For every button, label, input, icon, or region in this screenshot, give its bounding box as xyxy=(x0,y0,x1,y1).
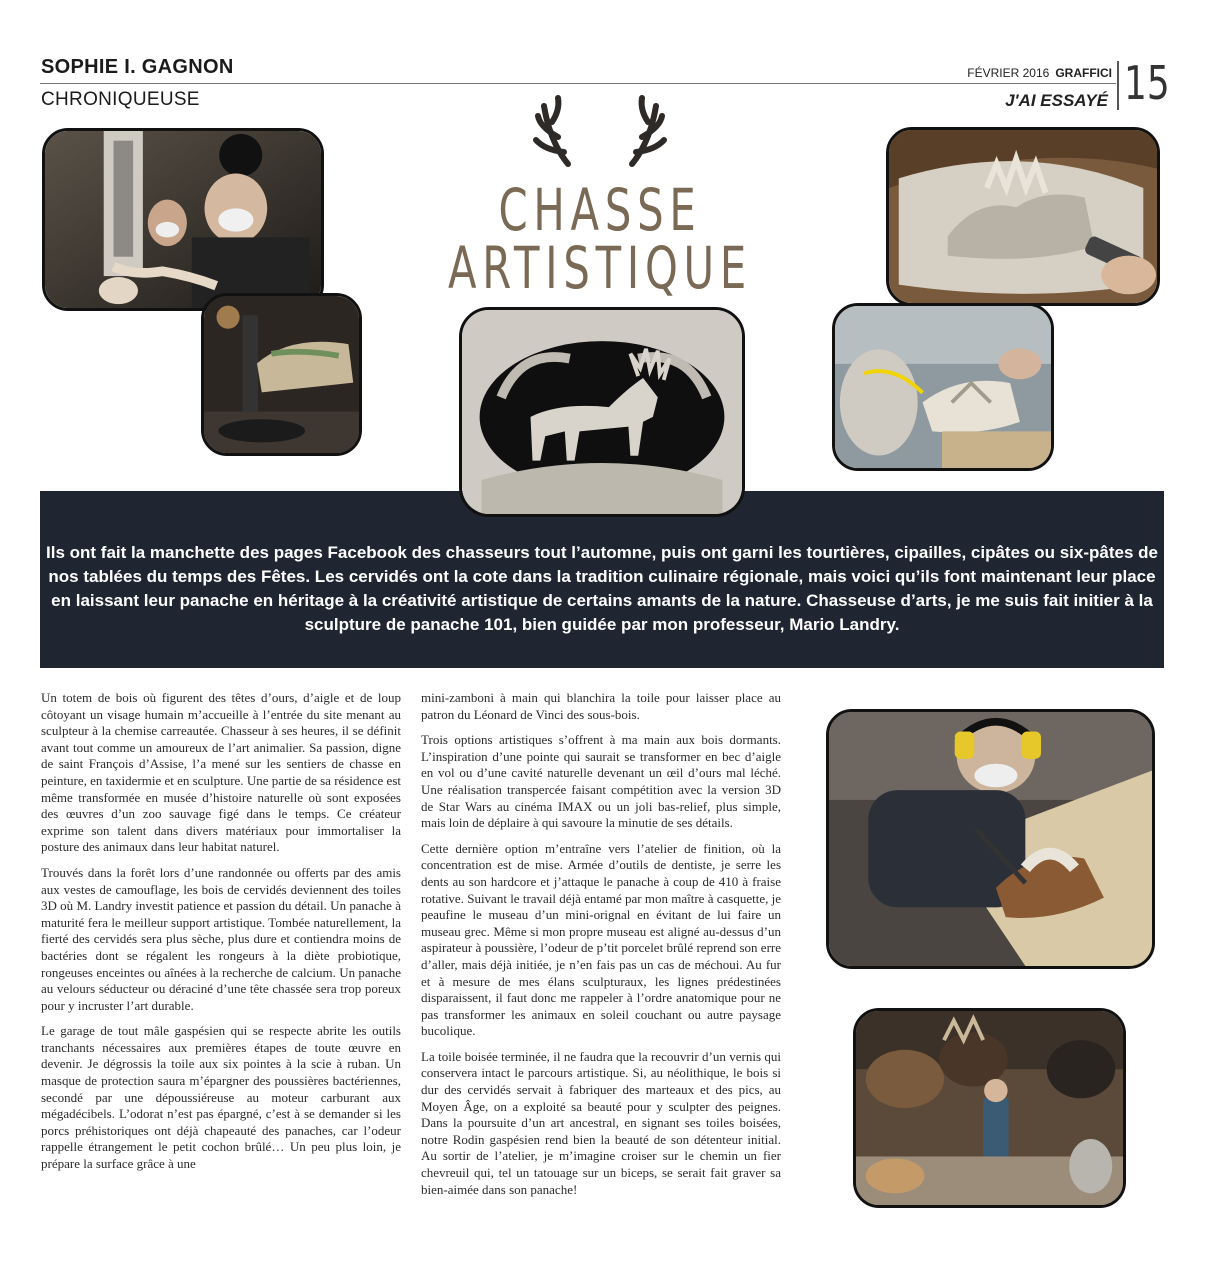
paragraph: Trois options artistiques s’offrent à ma main aux bois dormants. L’inspiration d’une pointe qui saurait se transformer en bec d’aigle en vol ou d’une cavité naturelle devenant un œil d’ours mal léché. Une réalisation transpercée faisant compétition avec la version 3D de Star Wars au cinéma IMAX ou un joli bas-relief, plus simple, mais loin de déplaire à qui savoure la minutie de ses détails. xyxy=(421,732,781,831)
photo-woman-carving xyxy=(826,709,1155,969)
paragraph: Cette dernière option m’entraîne vers l’atelier de finition, où la concentration est de mise. Armée d’outils de dentiste, je serre les dents au son hardcore et j’attaque le panache à coup de 410 à fraise rotative. Suivant le travail déjà entamé par mon maître à casquette, je peaufine le museau d’un mini-orignal en évitant de lui faire un museau grec. Même si mon propre museau est aligné au-dessus d’un aspirateur à poussière, l’odeur de p’tit porcelet brûlé reprend son erre d’aller, mais déjà initiée, je n’en fais pas un cas de méchoui. Au fur et à mesure de mes élans sculpturaux, les lignes prédestinées disparaissent, il faut donc me rappeler à l’ordre anatomique pour ne pas transformer les animaux en soleil couchant ou autre paysage bucolique. xyxy=(421,840,781,1039)
issue-date: FÉVRIER 2016 xyxy=(967,66,1050,80)
article-column-1 xyxy=(41,690,401,1182)
title-line2: ARTISTIQUE xyxy=(447,234,753,297)
photo-taxidermy-museum xyxy=(853,1008,1126,1208)
antlers-icon xyxy=(536,98,664,164)
issue-info xyxy=(930,66,1112,80)
lead-text: Ils ont fait la manchette des pages Facebook des chasseurs tout l’automne, puis ont garni les tourtières, cipailles, cipâtes ou six-pâtes de nos tablées du temps des Fêtes. Les cervidés ont la cote dans la tradition culinaire régionale, mais voici qu’ils font maintenant leur place en laissant leur panache en héritage à la créativité artistique de certains amants de la nature. Chasseuse d’arts, je me suis fait initier à la sculpture de panache 101, bien guidée par mon professeur, Mario Landry. xyxy=(46,543,1158,634)
paragraph: Le garage de tout mâle gaspésien qui se respecte abrite les outils tranchants nécessaires aux premières étapes de toute œuvre en devenir. Je dégrossis la toile aux six pointes à la scie à ruban. Un masque de protection saura m’épargner des poussières bactériennes, secondé par une dépoussiéreuse au moteur carburant aux mégadécibels. L’odorat n’est pas épargné, c’est à se demander si les porcs préhistoriques ont déjà chapeauté des panaches, car l’odeur rappelle étrangement le petit cochon brûlé… Un peu plus loin, je prépare la surface grâce à une xyxy=(41,1023,401,1172)
page-number-divider xyxy=(1117,61,1119,110)
photo-moose-cutout xyxy=(459,307,745,517)
photo-antler-stand xyxy=(201,293,362,456)
photo-bandsaw xyxy=(42,128,324,311)
page-number: 15 xyxy=(1124,56,1170,110)
section-title: J'AI ESSAYÉ xyxy=(1005,91,1108,110)
article-column-2 xyxy=(421,690,781,1207)
author-name: SOPHIE I. GAGNON xyxy=(41,56,234,78)
header-rule xyxy=(40,83,1116,84)
photo-man-carving xyxy=(832,303,1054,471)
paragraph: La toile boisée terminée, il ne faudra que la recouvrir d’un vernis qui conservera intact le parcours artistique. Si, au néolithique, le bois si dur des cervidés servait à fabriquer des marteaux et des pics, au Moyen Âge, on a exploité sa beauté pour y sculpter des peignes. Dans la poursuite d’un art ancestral, en signant ses toiles boisées, notre Rodin gaspésien rend bien la beauté de son détenteur initial. Au sortir de l’atelier, je m’imagine croiser sur le chemin un fier chevreuil qui, tel un tatouage sur un biceps, se serait fait graver sa bien-aimée dans son panache! xyxy=(421,1048,781,1197)
magazine-name: GRAFFICI xyxy=(1055,66,1112,80)
author-role: CHRONIQUEUSE xyxy=(41,89,200,110)
photo-moose-carving xyxy=(886,127,1160,306)
title-logo xyxy=(440,92,760,297)
paragraph: Un totem de bois où figurent des têtes d’ours, d’aigle et de loup côtoyant un visage humain m’accueille à l’entrée du site menant au sculpteur à la chemise carreautée. Chasseur à ses heures, il se définit avant tout comme un amoureux de l’art animalier. Sa passion, digne de saint François d’Assise, l’a mené sur les sentiers de chasse en peinture, en taxidermie et en sculpture. Une partie de sa résidence est même transformée en musée d’histoire naturelle où sont exposées des œuvres d’un zoo sauvage figé dans le temps. Ce créateur exprime son talent dans divers matériaux pour immortaliser la posture des animaux dans leur habitat naturel. xyxy=(41,690,401,855)
paragraph: mini-zamboni à main qui blanchira la toile pour laisser place au patron du Léonard de Vinci des sous-bois. xyxy=(421,690,781,722)
paragraph: Trouvés dans la forêt lors d’une randonnée ou offerts par des amis aux vestes de camouflage, les bois de cervidés deviennent des toiles 3D où M. Landry investit patience et passion du détail. Un panache à maturité fera le meilleur support artistique. Tombée naturellement, la fierté des cervidés sera plus sèche, plus dure et contiendra moins de bactéries dont se régalent les rongeurs à la diète probiotique, rongeuses enceintes ou aînées à la recherche de calcium. Un panache au velours séducteur ou déraciné d’une tête chassée sera trop poreux pour y incruster l’art durable. xyxy=(41,864,401,1013)
title-line1: CHASSE xyxy=(498,176,702,244)
